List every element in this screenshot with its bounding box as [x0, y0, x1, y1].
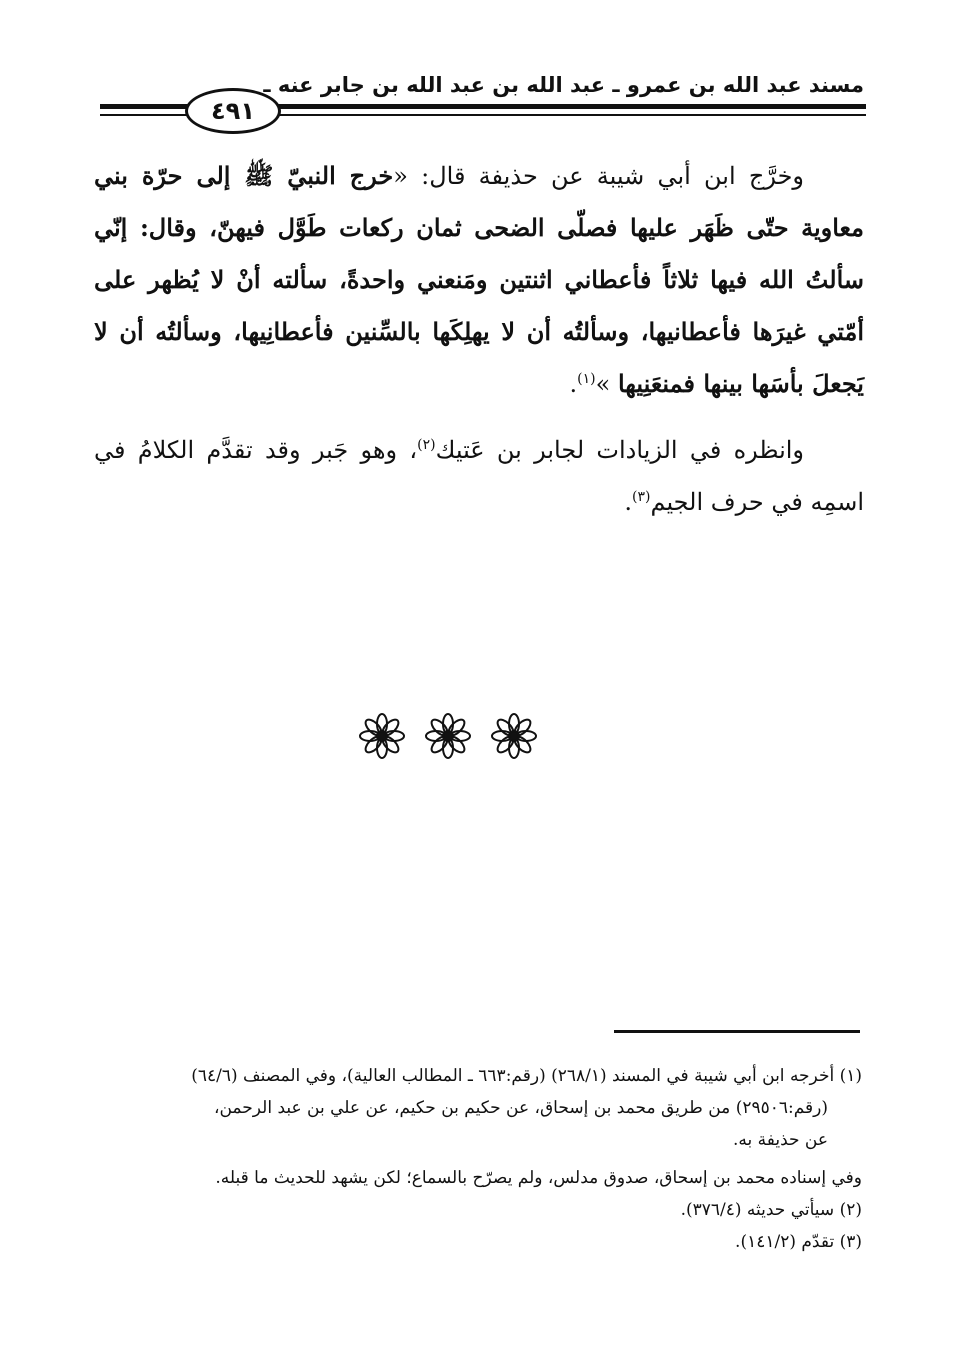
- quote-close: »: [595, 370, 611, 398]
- footnote-1-line-4: وفي إسناده محمد بن إسحاق، صدوق مدلس، ولم يصرّح بالسماع؛ لكن يشهد للحديث ما قبله.: [215, 1168, 862, 1188]
- reference-paragraph: [94, 424, 864, 528]
- rosette-ornament-icon: [358, 712, 406, 760]
- footnote-1-line-2: (رقم:٢٩٥٠٦) من طريق محمد بن إسحاق، عن حكيم بن حكيم، عن علي بن عبد الرحمن،: [214, 1098, 828, 1118]
- footnote-ref-3: (٣): [632, 489, 651, 505]
- page-number-badge: ٤٩١: [185, 88, 281, 134]
- footnote-ref-1: (١): [577, 371, 596, 387]
- hadith-intro: وخرَّج ابن أبي شيبة عن حذيفة قال: «: [393, 162, 804, 190]
- footnote-ref-2: (٢): [417, 437, 436, 453]
- hadith-quote: خرج النبيّ ﷺ إلى حرّة بني معاوية حتّى ظَهَر عليها فصلّى الضحى ثمان ركعات طَوَّل فيهنّ، وقال: إنّي سألتُ الله فيها ثلاثاً فأعطاني اثنتين ومَنعني واحدةً، سألته أنْ لا يُظهر على أمّتي غيرَها فأعطانيها، وسألتُه أن لا يهلِكَها بالسِّنين فأعطانِيها، وسألتُه أن لا يَجعلَ بأسَها بينها فمنعَنِيها: [94, 161, 864, 398]
- reference-text-2: ، وهو جَبر وقد تقدَّم الكلامُ في اسمِه في حرف الجيم: [94, 436, 864, 516]
- running-header-title: مسند عبد الله بن عمرو ـ عبد الله بن عبد الله بن جابر عنه ـ: [263, 73, 864, 97]
- period: .: [569, 370, 578, 398]
- rosette-ornament-icon: [424, 712, 472, 760]
- reference-text-1: وانظره في الزيادات لجابر بن عَتيك: [435, 436, 805, 464]
- hadith-paragraph: [94, 150, 864, 410]
- footnote-1-line-1: (١) أخرجه ابن أبي شيبة في المسند (٢٦٨/١) (رقم:٦٦٣ ـ المطالب العالية)، وفي المصنف (٦٤/٦): [191, 1066, 862, 1086]
- footnote-2: (٢) سيأتي حديثه (٣٧٦/٤).: [680, 1200, 862, 1220]
- footnotes: [92, 1060, 862, 1258]
- period: .: [624, 488, 632, 516]
- footnote-1-line-3: عن حذيفة به.: [732, 1130, 828, 1150]
- section-divider-ornaments: [358, 712, 538, 764]
- footnote-3: (٣) تقدّم (١٤١/٢).: [735, 1232, 862, 1252]
- rosette-ornament-icon: [490, 712, 538, 760]
- main-text: [94, 150, 864, 528]
- footnote-separator: [614, 1030, 860, 1033]
